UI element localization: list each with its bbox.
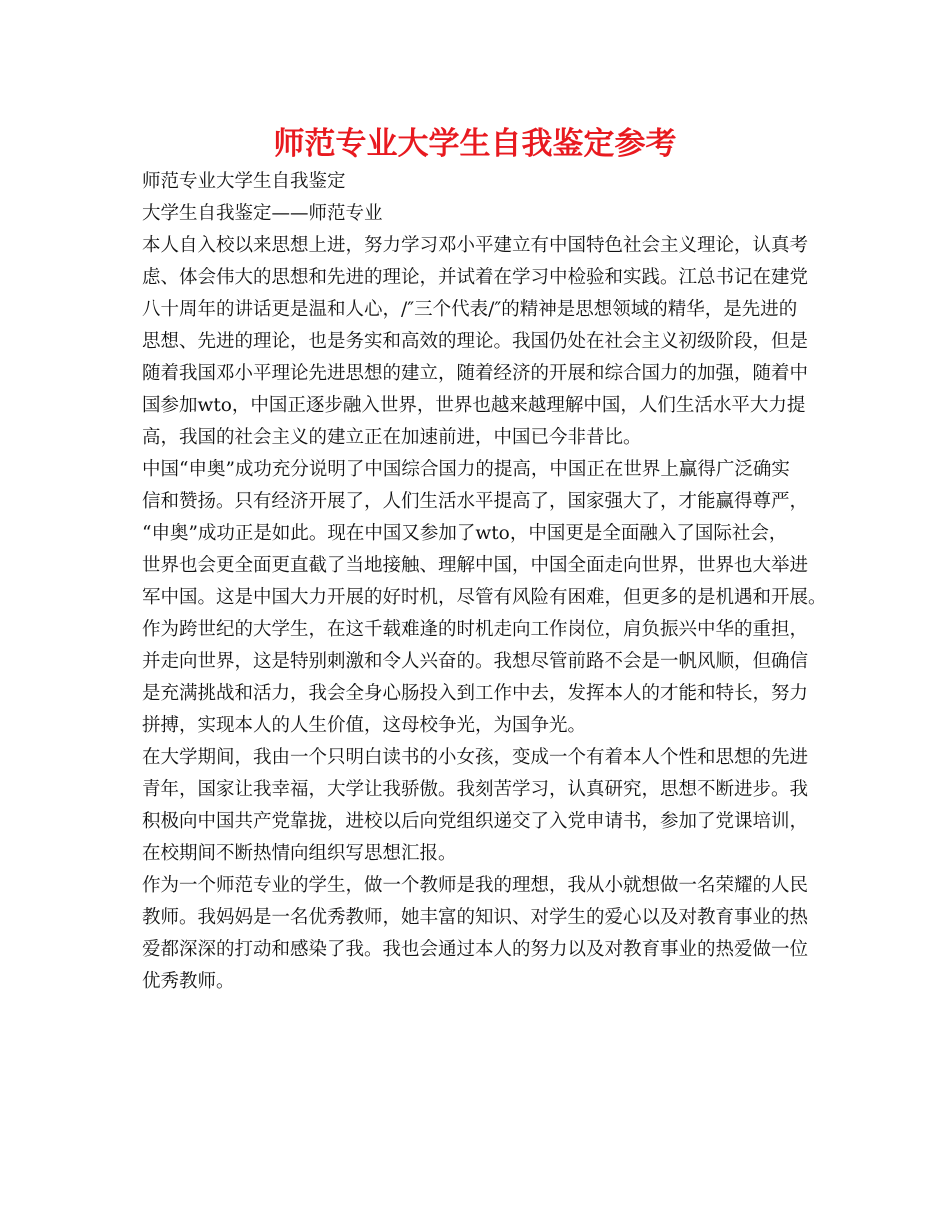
text-line: 积极向中国共产党靠拢，进校以后向党组织递交了入党申请书，参加了党课培训， (142, 811, 809, 832)
text-line: 师范专业大学生自我鉴定 (142, 171, 346, 192)
text-line: 高，我国的社会主义的建立正在加速前进，中国已今非昔比。 (142, 427, 642, 448)
text-line: 虑、体会伟大的思想和先进的理论，并试着在学习中检验和实践。江总书记在建党 (142, 267, 809, 288)
text-line: 中国“申奥”成功充分说明了中国综合国力的提高，中国正在世界上赢得广泛确实 (142, 459, 790, 480)
text-line: 随着我国邓小平理论先进思想的建立，随着经济的开展和综合国力的加强，随着中 (142, 363, 809, 384)
text-line: 并走向世界，这是特别刺激和令人兴奋的。我想尽管前路不会是一帆风顺，但确信 (142, 651, 809, 672)
text-line: 在校期间不断热情向组织写思想汇报。 (142, 843, 457, 864)
text-line: 思想、先进的理论，也是务实和高效的理论。我国仍处在社会主义初级阶段，但是 (142, 331, 809, 352)
text-line: 爱都深深的打动和感染了我。我也会通过本人的努力以及对教育事业的热爱做一位 (142, 939, 809, 960)
text-line: 大学生自我鉴定——师范专业 (142, 203, 383, 224)
text-line: 军中国。这是中国大力开展的好时机，尽管有风险有困难，但更多的是机遇和开展。 (142, 587, 827, 608)
text-line: 世界也会更全面更直截了当地接触、理解中国，中国全面走向世界，世界也大举进 (142, 555, 809, 576)
text-line: 国参加wto，中国正逐步融入世界，世界也越来越理解中国，人们生活水平大力提 (142, 395, 806, 416)
text-line: 优秀教师。 (142, 971, 235, 992)
text-line: 在大学期间，我由一个只明白读书的小女孩，变成一个有着本人个性和思想的先进 (142, 747, 809, 768)
text-line: 拼搏，实现本人的人生价值，这母校争光，为国争光。 (142, 715, 587, 736)
text-line: 信和赞扬。只有经济开展了，人们生活水平提高了，国家强大了，才能赢得尊严， (142, 491, 809, 512)
text-line: 八十周年的讲话更是温和人心，/″三个代表/″的精神是思想领域的精华，是先进的 (142, 299, 798, 320)
text-line: 作为跨世纪的大学生，在这千载难逢的时机走向工作岗位，肩负振兴中华的重担， (142, 619, 809, 640)
text-line: “申奥”成功正是如此。现在中国又参加了wto，中国更是全面融入了国际社会， (142, 523, 788, 544)
text-line: 青年，国家让我幸福，大学让我骄傲。我刻苦学习，认真研究，思想不断进步。我 (142, 779, 809, 800)
text-line: 本人自入校以来思想上进，努力学习邓小平建立有中国特色社会主义理论，认真考 (142, 235, 809, 256)
document-title: 师范专业大学生自我鉴定参考 (273, 126, 677, 162)
text-line: 是充满挑战和活力，我会全身心肠投入到工作中去，发挥本人的才能和特长，努力 (142, 683, 809, 704)
text-line: 教师。我妈妈是一名优秀教师，她丰富的知识、对学生的爱心以及对教育事业的热 (142, 907, 809, 928)
text-line: 作为一个师范专业的学生，做一个教师是我的理想，我从小就想做一名荣耀的人民 (142, 875, 809, 896)
